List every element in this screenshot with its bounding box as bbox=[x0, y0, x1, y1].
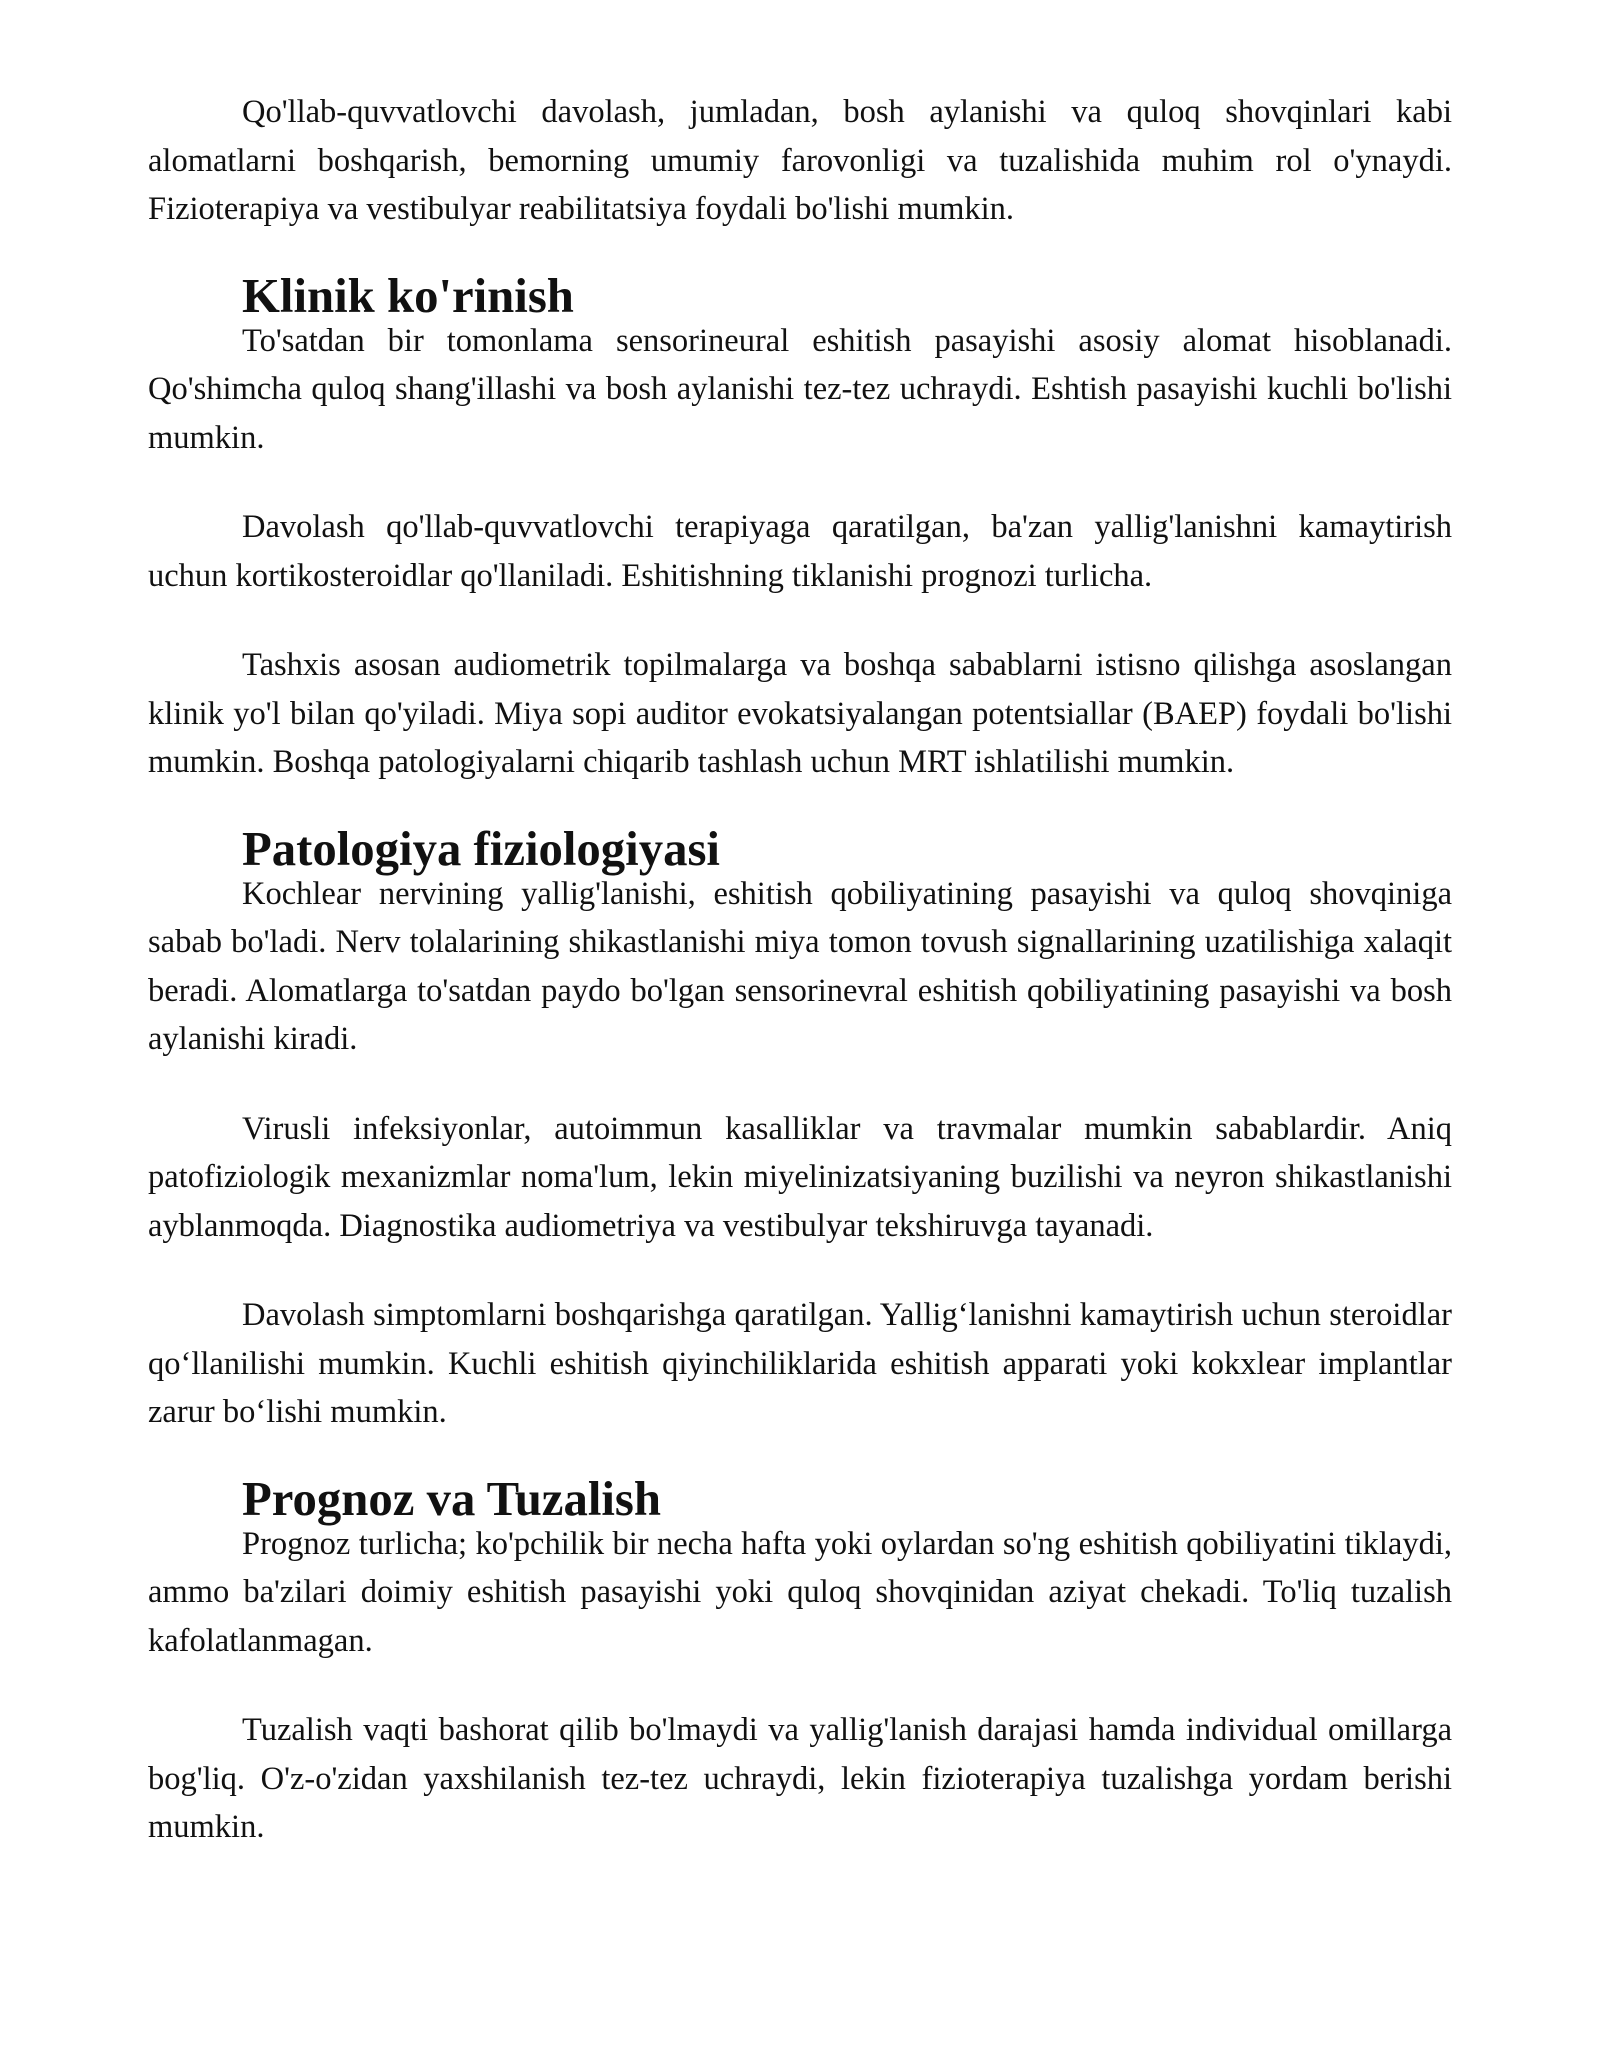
intro-paragraph: Qo'llab-quvvatlovchi davolash, jumladan, bosh aylanishi va quloq shovqinlari kabi alomatlarni boshqarish, bemorning umumiy farovonligi va tuzalishida muhim rol o'ynaydi. Fizioterapiya va vestibulyar reabilitatsiya foydali bo'lishi mumkin. bbox=[148, 94, 1452, 227]
patologiya-paragraph-1: Kochlear nervining yallig'lanishi, eshitish qobiliyatining pasayishi va quloq shovqiniga sabab bo'ladi. Nerv tolalarining shikastlanishi miya tomon tovush signallarining uzatilishiga xalaqit beradi. Alomatlarga to'satdan paydo bo'lgan sensorinevral eshitish qobiliyatining pasayishi va bosh aylanishi kiradi. bbox=[148, 875, 1452, 1057]
section-patologiya bbox=[148, 821, 1452, 1064]
patologiya-paragraph-2: Virusli infeksiyonlar, autoimmun kasalliklar va travmalar mumkin sabablardir. Aniq patofiziologik mexanizmlar noma'lum, lekin miyelinizatsiyaning buzilishi va neyron shikastlanishi ayblanmoqda. Diagnostika audiometriya va vestibulyar tekshiruvga tayanadi. bbox=[148, 1110, 1452, 1244]
klinik-paragraph-1: To'satdan bir tomonlama sensorineural eshitish pasayishi asosiy alomat hisoblanadi. Qo'shimcha quloq shang'illashi va bosh aylanishi tez-tez uchraydi. Eshtish pasayishi kuchli bo'lishi mumkin. bbox=[148, 322, 1452, 456]
section-klinik bbox=[148, 268, 1452, 463]
section-heading-patologiya: Patologiya fiziologiyasi bbox=[242, 821, 720, 876]
document-page bbox=[148, 88, 1452, 1893]
prognoz-paragraph-2: Tuzalish vaqti bashorat qilib bo'lmaydi va yallig'lanish darajasi hamda individual omillarga bog'liq. O'z-o'zidan yaxshilanish tez-tez uchraydi, lekin fizioterapiya tuzalishga yordam berishi mumkin. bbox=[148, 1712, 1452, 1845]
section-heading-klinik: Klinik ko'rinish bbox=[242, 268, 574, 323]
section-prognoz bbox=[148, 1471, 1452, 1666]
patologiya-paragraph-3: Davolash simptomlarni boshqarishga qaratilgan. Yallig‘lanishni kamaytirish uchun steroidlar qo‘llanilishi mumkin. Kuchli eshitish qiyinchiliklarida eshitish apparati yoki kokxlear implantlar zarur bo‘lishi mumkin. bbox=[148, 1297, 1452, 1430]
section-heading-prognoz: Prognoz va Tuzalish bbox=[242, 1471, 661, 1526]
prognoz-paragraph-1: Prognoz turlicha; ko'pchilik bir necha hafta yoki oylardan so'ng eshitish qobiliyatini tiklaydi, ammo ba'zilari doimiy eshitish pasayishi yoki quloq shovqinidan aziyat chekadi. To'liq tuzalish kafolatlanmagan. bbox=[148, 1525, 1452, 1659]
klinik-paragraph-3: Tashxis asosan audiometrik topilmalarga va boshqa sabablarni istisno qilishga asoslangan klinik yo'l bilan qo'yiladi. Miya sopi auditor evokatsiyalangan potentsiallar (BAEP) foydali bo'lishi mumkin. Boshqa patologiyalarni chiqarib tashlash uchun MRT ishlatilishi mumkin. bbox=[148, 647, 1452, 780]
klinik-paragraph-2: Davolash qo'llab-quvvatlovchi terapiyaga qaratilgan, ba'zan yallig'lanishni kamaytirish uchun kortikosteroidlar qo'llaniladi. Eshitishning tiklanishi prognozi turlicha. bbox=[148, 509, 1452, 594]
